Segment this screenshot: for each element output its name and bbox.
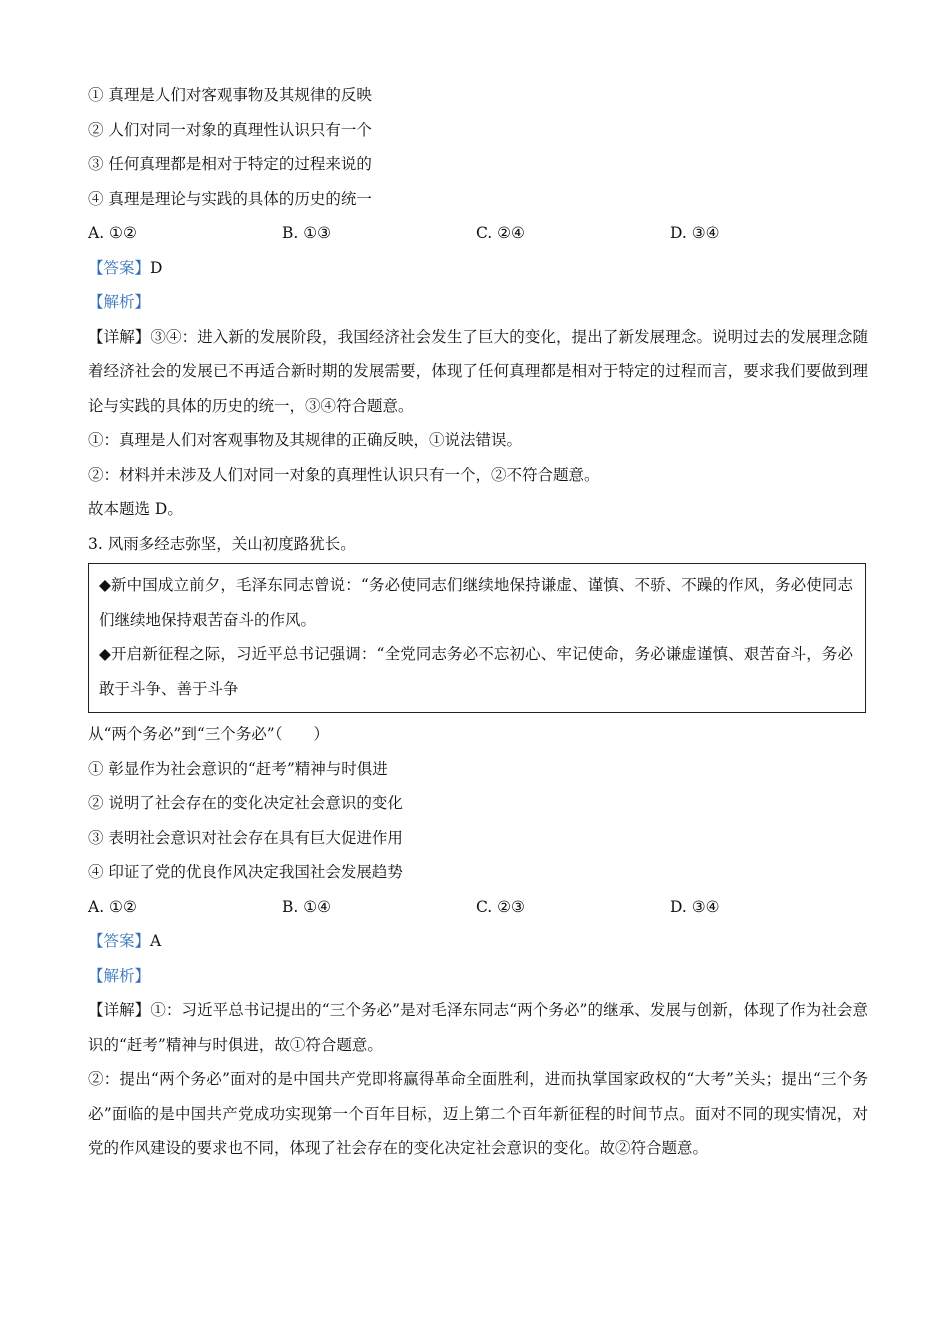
q3-answer-tag: 【答案】 — [88, 932, 151, 950]
q2-statement-2: ② 人们对同一对象的真理性认识只有一个 — [88, 120, 372, 139]
q3-detail-1-text: ①：习近平总书记提出的“三个务必”是对毛泽东同志“两个务必”的继承、发展与创新，体现了作为社会意识的“赶考”精神与时俱进，故①符合题意。 — [88, 1001, 868, 1054]
q2-detail-1 — [88, 320, 868, 424]
q2-statement-4: ④ 真理是理论与实践的具体的历史的统一 — [88, 189, 372, 208]
q3-statement-2: ② 说明了社会存在的变化决定社会意识的变化 — [88, 794, 403, 812]
q3-material-box — [88, 563, 866, 713]
q2-analysis-tag: 【解析】 — [88, 293, 151, 311]
q3-statement-4: ④ 印证了党的优良作风决定我国社会发展趋势 — [88, 863, 403, 881]
q3-option-b: B. ①④ — [282, 897, 332, 916]
q3-answer-value: A — [150, 932, 162, 950]
q3-statement-3: ③ 表明社会意识对社会存在具有巨大促进作用 — [88, 828, 403, 847]
q2-option-d: D. ③④ — [670, 224, 720, 242]
q3-statement-1: ① 彰显作为社会意识的“赶考”精神与时俱进 — [88, 759, 388, 778]
q3-detail-tag: 【详解】 — [88, 1001, 151, 1019]
q2-statement-1: ① 真理是人们对客观事物及其规律的反映 — [88, 86, 372, 104]
q3-stem: 3. 风雨多经志弥坚，关山初度路犹长。 — [88, 534, 356, 553]
q2-detail-1-text: ③④：进入新的发展阶段，我国经济社会发生了巨大的变化，提出了新发展理念。说明过去的发展理念随着经济社会的发展已不再适合新时期的发展需要，体现了任何真理都是相对于特定的过程而言，要求我们要做到理论与实践的具体的历史的统一，③④符合题意。 — [88, 327, 868, 415]
q2-detail-3: ②：材料并未涉及人们对同一对象的真理性认识只有一个，②不符合题意。 — [88, 465, 600, 484]
q2-option-b: B. ①③ — [282, 224, 332, 242]
q3-options — [88, 890, 868, 925]
q2-statement-3: ③ 任何真理都是相对于特定的过程来说的 — [88, 155, 372, 173]
q2-option-a: A. ①② — [88, 224, 137, 242]
q3-material-1: ◆新中国成立前夕，毛泽东同志曾说：“务必使同志们继续地保持谦虚、谨慎、不骄、不躁的作风，务必使同志们继续地保持艰苦奋斗的作风。 — [99, 576, 853, 629]
q2-detail-tag: 【详解】 — [88, 327, 151, 346]
q3-analysis-tag: 【解析】 — [88, 966, 151, 985]
q2-option-c: C. ②④ — [476, 224, 525, 242]
q3-question: 从“两个务必”到“三个务必”（ ） — [88, 725, 329, 743]
q3-option-c: C. ②③ — [476, 897, 525, 916]
q2-answer — [88, 251, 868, 286]
q3-option-a: A. ①② — [88, 897, 137, 916]
q3-detail-2: ②：提出“两个务必”面对的是中国共产党即将赢得革命全面胜利，进而执掌国家政权的“大考”关头；提出“三个务必”面临的是中国共产党成功实现第一个百年目标，迈上第二个百年新征程的时间节点。面对不同的现实情况，对党的作风建设的要求也不同，体现了社会存在的变化决定社会意识的变化。故②符合题意。 — [88, 1070, 868, 1157]
q2-conclusion: 故本题选 D。 — [88, 500, 183, 518]
document-page — [88, 78, 868, 1166]
q3-answer — [88, 924, 868, 959]
q2-options — [88, 216, 868, 251]
q2-detail-2: ①：真理是人们对客观事物及其规律的正确反映，①说法错误。 — [88, 431, 523, 449]
q3-material-2: ◆开启新征程之际，习近平总书记强调：“全党同志务必不忘初心、牢记使命，务必谦虚谨慎、艰苦奋斗，务必敢于斗争、善于斗争 — [99, 645, 853, 698]
q2-answer-value: D — [150, 258, 163, 277]
q3-option-d: D. ③④ — [670, 897, 720, 916]
q3-detail-1 — [88, 993, 868, 1062]
q2-answer-tag: 【答案】 — [88, 258, 151, 277]
